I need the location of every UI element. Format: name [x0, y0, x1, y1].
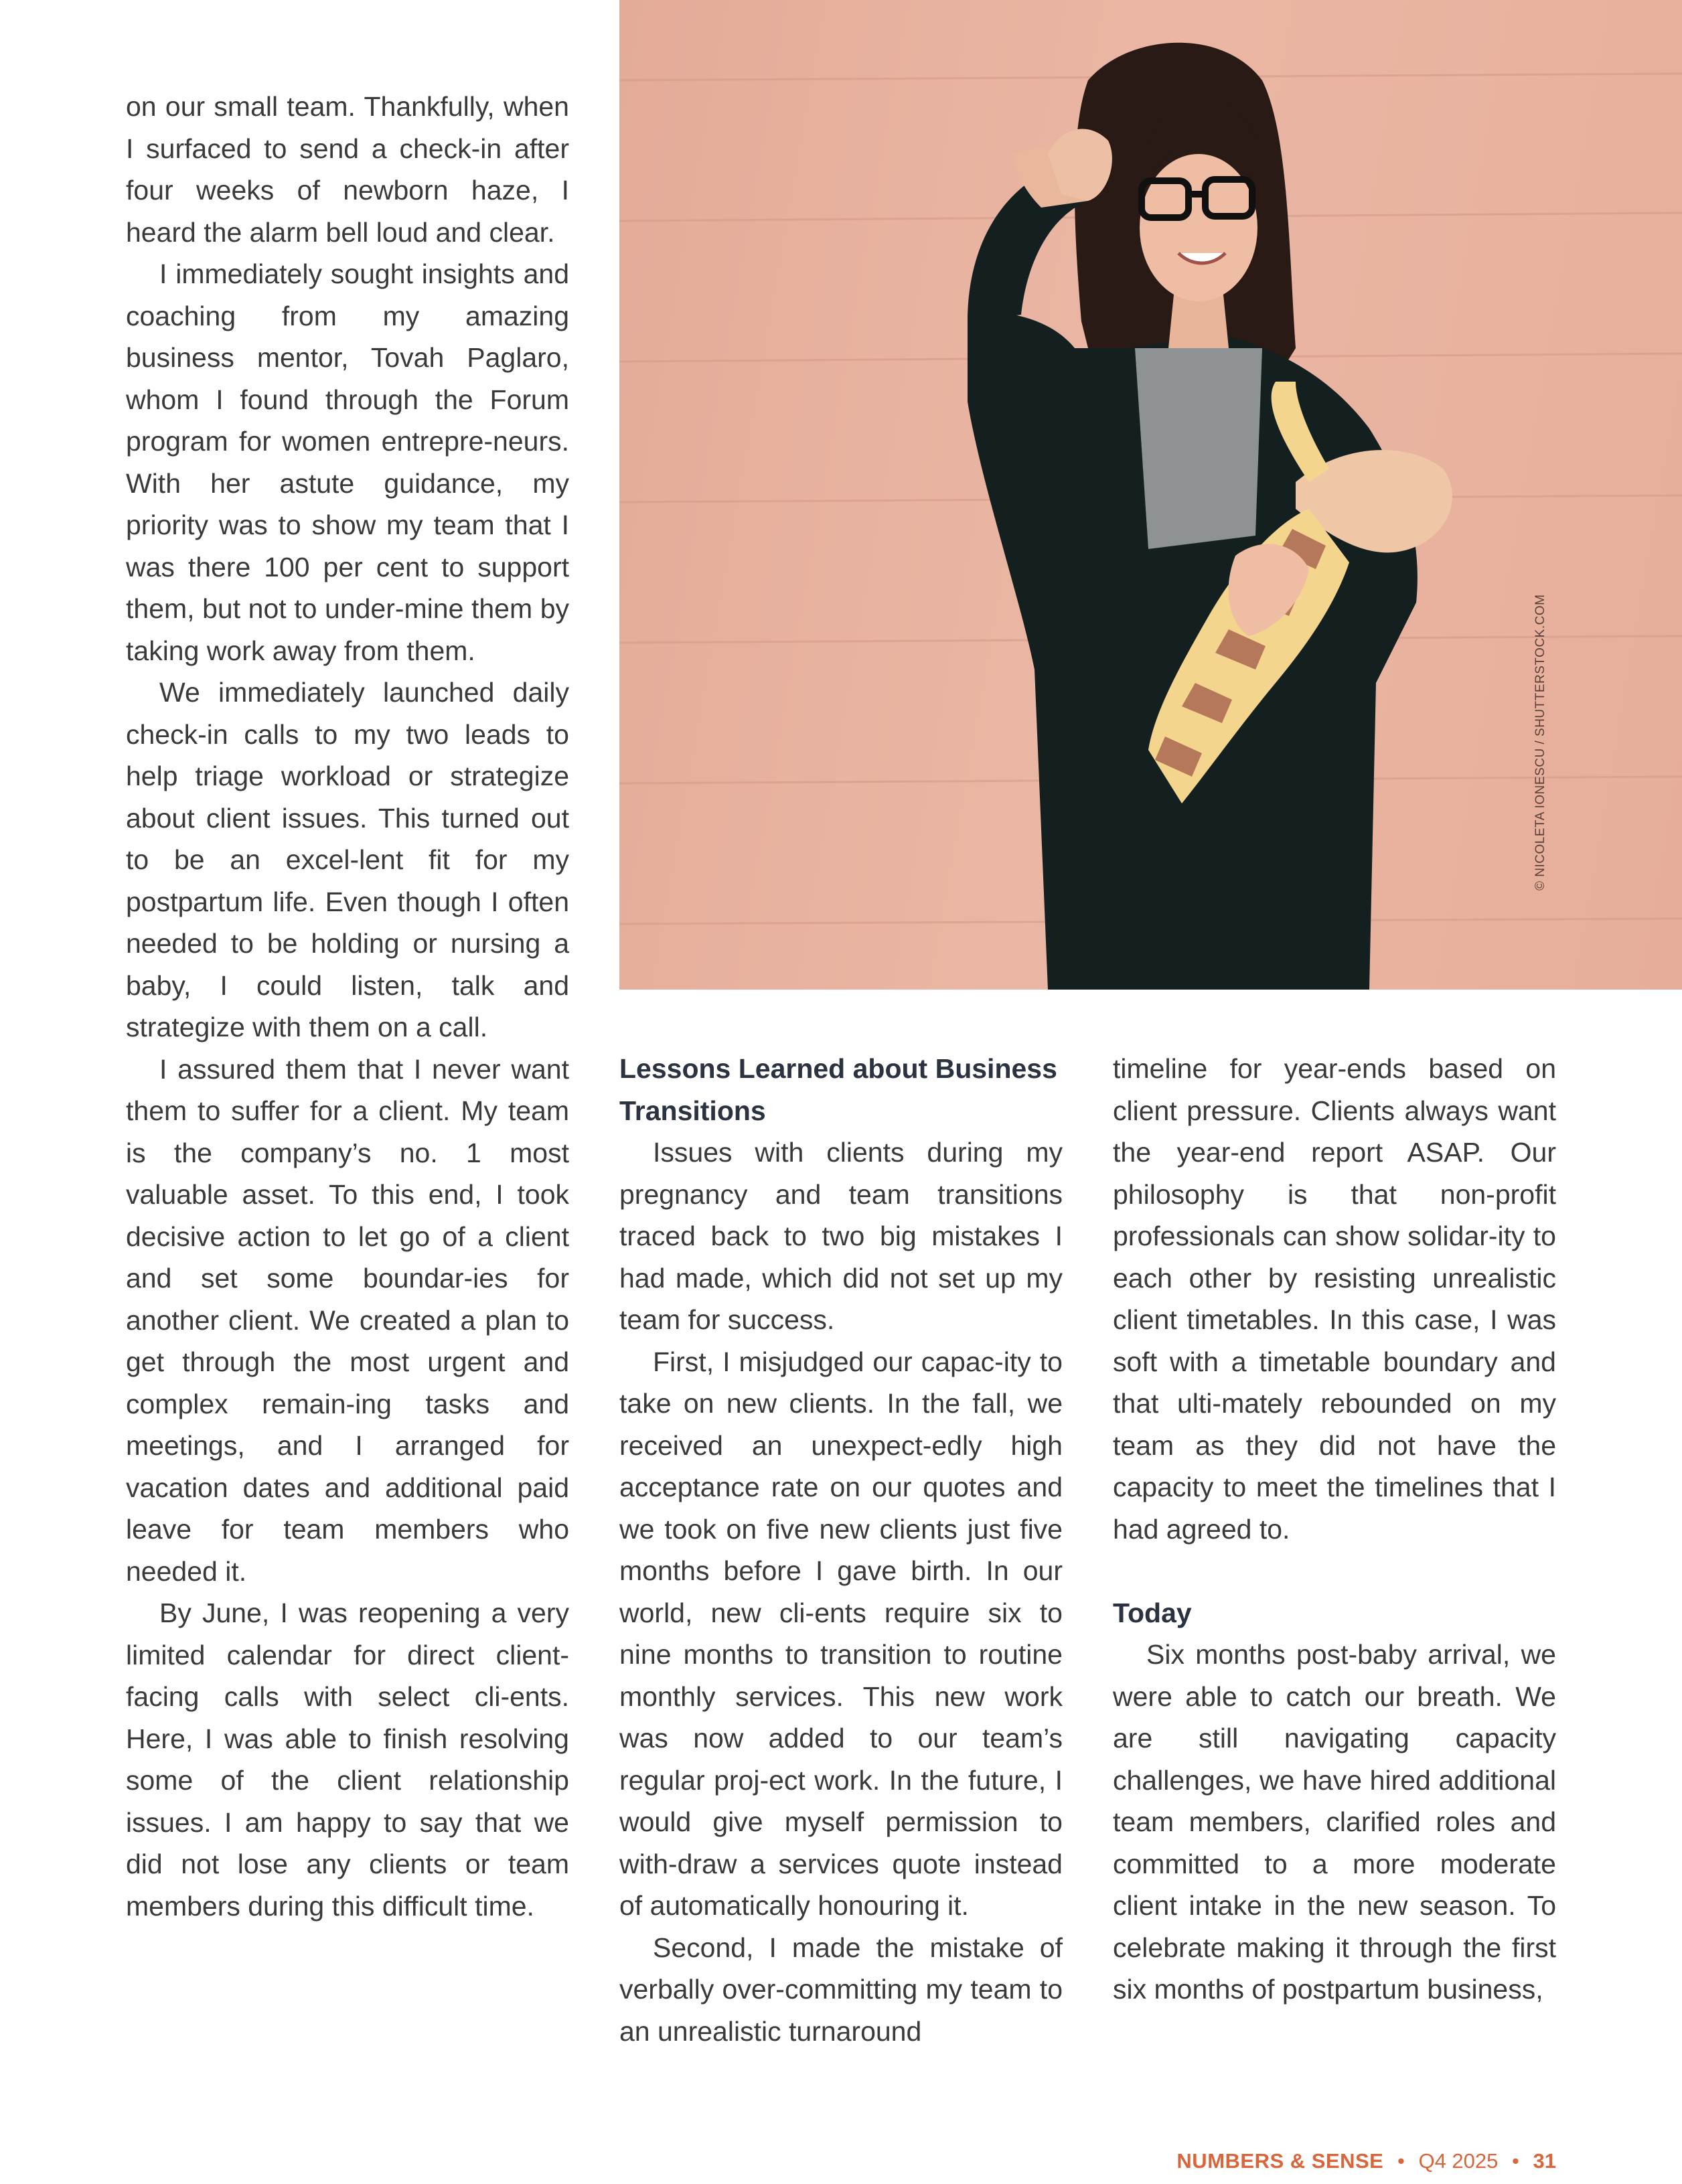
page-footer [1176, 2149, 1556, 2173]
photo-credit: © NICOLETA IONESCU / SHUTTERSTOCK.COM [1533, 594, 1547, 890]
article-photo [619, 0, 1682, 990]
paragraph: Six months post-baby arrival, we were able to catch our breath. We are still navigating capacity challenges, we have hired additional team members, clarified roles and committed to a more moderate client intake in the new season. To celebrate making it through the first six months of postpartum business, [1113, 1639, 1556, 2005]
paragraph: Issues with clients during my pregnancy and team transitions traced back to two big mistakes I had made, which did not set up my team for success. [619, 1137, 1063, 1335]
article-column-3 [1113, 1048, 1556, 2011]
paragraph: timeline for year-ends based on client pressure. Clients always want the year-end report ASAP. Our philosophy is that non-profit professionals can show solidar-ity to each other by resisting unrealistic client timetables. In this case, I was soft with a timetable boundary and that ulti-mately rebounded on my team as they did not have the capacity to meet the timelines that I had agreed to. [1113, 1053, 1556, 1545]
spacer [1113, 1550, 1556, 1592]
separator-dot: • [1397, 2149, 1405, 2173]
section-heading: Today [1113, 1597, 1192, 1628]
article-column-1 [126, 86, 569, 1927]
separator-dot: • [1512, 2149, 1519, 2173]
paragraph: We immediately launched daily check-in calls to my two leads to help triage workload or strategize about client issues. This turned out to be an excel-lent fit for my postpartum life. Even though I often needed to be holding or nursing a baby, I could listen, talk and strategize with them on a call. [126, 677, 569, 1042]
paragraph: I immediately sought insights and coaching from my amazing business mentor, Tovah Paglaro, whom I found through the Forum program for women entrepre-neurs. With her astute guidance, my priority was to show my team that I was there 100 per cent to support them, but not to under-mine them by taking work away from them. [126, 258, 569, 666]
issue-label: Q4 2025 [1418, 2149, 1499, 2173]
paragraph: By June, I was reopening a very limited calendar for direct client-facing calls with select cli-ents. Here, I was able to finish resolving some of the client relationship issues. I am happy to say that we did not lose any clients or team members during this difficult time. [126, 1597, 569, 1922]
paragraph: Second, I made the mistake of verbally over-committing my team to an unrealistic turnaround [619, 1932, 1063, 2047]
page-number: 31 [1533, 2149, 1556, 2173]
article-column-2 [619, 1048, 1063, 2052]
woman-holding-baby-illustration [619, 0, 1682, 990]
paragraph: I assured them that I never want them to suffer for a client. My team is the company’s no. 1 most valuable asset. To this end, I took decisive action to let go of a client and set some boundar-ies for another client. We created a plan to get through the most urgent and complex remain-ing tasks and meetings, and I arranged for vacation dates and additional paid leave for team members who needed it. [126, 1053, 569, 1587]
section-heading: Lessons Learned about Business Transitions [619, 1053, 1057, 1126]
magazine-name: NUMBERS & SENSE [1176, 2149, 1384, 2173]
paragraph: on our small team. Thankfully, when I surfaced to send a check-in after four weeks of newborn haze, I heard the alarm bell loud and clear. [126, 91, 569, 248]
paragraph: First, I misjudged our capac-ity to take on new clients. In the fall, we received an unexpect-edly high acceptance rate on our quotes and we took on five new clients just five months before I gave birth. In our world, new cli-ents require six to nine months to transition to routine monthly services. This new work was now added to our team’s regular proj-ect work. In the future, I would give myself permission to with-draw a services quote instead of automatically honouring it. [619, 1346, 1063, 1921]
